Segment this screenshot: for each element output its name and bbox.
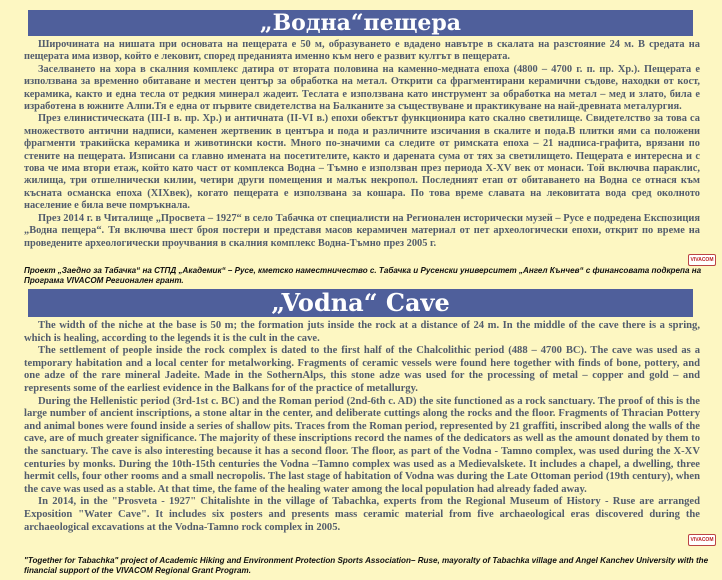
- vivacom-logo: VIVACOM: [688, 534, 716, 546]
- english-paragraph: The settlement of people inside the rock complex is dated to the first half of the Chalcolithic period (488 – 4700 BC). The cave was used as a temporary habitation and a local center for metalworking. Fragments of ceramic vessels were found here together with finds of bone, pottery, and one adze of the rare mineral Jadeite. Made in the SothernAlps, this stone adze was used for the processing of metal – copper and gold – and represents some of the earliest evidence in the Balkans for of the practice of metallurgy.: [24, 345, 700, 394]
- bulgarian-paragraph: Широчината на нишата при основата на пещерата е 50 м, образуването е вдадено навътре в скалата на разстояние 24 м. В средата на пещерата има извор, който е лековит, според преданията именно към него е развит култът в пещерата.: [24, 39, 700, 63]
- english-body: [24, 320, 700, 534]
- english-title: „Vodna“ Cave: [271, 288, 450, 317]
- english-paragraph: The width of the niche at the base is 50 m; the formation juts inside the rock at a distance of 24 m. In the middle of the cave there is a spring, which is healing, according to the legends it is the cult in the cave.: [24, 320, 700, 344]
- bulgarian-title: „Водна“пещера: [259, 10, 462, 36]
- bulgarian-body: [24, 39, 700, 250]
- bulgarian-paragraph: През елинистическата (III-I в. пр. Хр.) и античната (II-VI в.) епохи обектът функционира като скално светилище. Свидетелство за това са множеството антични надписи, каменен жертвеник в центъра и пода и различните изсичания в скалите и пода.В плитки ями са положени фрагменти тракийска керамика и животински кости. Много по-значими са следите от римската епоха – 21 надписа-графита, врязани по стените на пещерата. Изписани са главно имената на посетителите, както и дарената сума от тях за светилището. Пещерата е интересна и с това че има втори етаж, който като част от комплекса Водна – Тъмно е използван през периода X-XV век от монаси. Той включва параклис, жилища, три отшелнически килии, четири други помещения и малък некропол. Последният етап от обитаването на Водна се отнася към късната османска епоха (XIXвек), когато пещерата е използвана за кошара. По това време славата на лековитата вода сред околното население е била вече помръкнала.: [24, 113, 700, 212]
- bulgarian-project-credit: Проект „Заедно за Табачка“ на СТПД „Академик“ – Русе, кметско наместничество с. Табачка и Русенски университет „Ангел Кънчев“ с финансовата подкрепа на Програма VIVACOM Регионален грант.: [24, 266, 702, 285]
- vivacom-logo: VIVACOM: [688, 254, 716, 266]
- english-project-credit: "Together for Tabachka" project of Academic Hiking and Environment Protection Sports Association– Ruse, mayoralty of Tabachka village and Angel Kanchev University with the financial support of the VIVACOM Regional Grant Program.: [24, 556, 709, 575]
- english-paragraph: During the Hellenistic period (3rd-1st c. BC) and the Roman period (2nd-6th c. AD) the site functioned as a rock sanctuary. The proof of this is the large number of ancient inscriptions, a stone altar in the center, and deliberate cuttings along the rocks and the floor. Fragments of Thracian Pottery and animal bones were found inside a series of shallow pits. Traces from the Roman period, represented by 21 graffiti, inscribed along the walls of the cave, are of much greater significance. The majority of these inscriptions record the names of the dedicators as well as the amount donated by them to the sanctuary. The cave is also interesting because it has a second floor. The floor, as part of the Vodna - Tamno complex, was used during the X-XV centuries by monks. During the 10th-15th centuries the Vodna –Tamno complex was used as a Medievalskete. It includes a chapel, a dwelling, three hermit cells, four other rooms and a small necropolis. The last stage of habitation of Vodna was during the Late Ottoman period (19th century), when the cave was used as a stable. At that time, the fame of the healing water among the local population had already faded away.: [24, 395, 700, 495]
- english-title-banner: [28, 289, 693, 317]
- bulgarian-paragraph: През 2014 г. в Читалище „Просвета – 1927“ в село Табачка от специалисти на Регионален исторически музей – Русе е подредена Експозиция „Водна пещера“. Тя включва шест броя постери и представя масов керамичен материал от пет археологически епохи, открит по време на проведените археологически проучвания в скалния комплекс Водна-Тъмно през 2005 г.: [24, 212, 700, 249]
- bulgarian-paragraph: Заселването на хора в скалния комплекс датира от втората половина на каменно-медната епоха (4800 – 4700 г. п. пр. Хр.). Пещерата е използвана за временно обитаване и местен център за обработка на метал. Открити са фрагментирани керамични съдове, находки от кост, керамика, както и една тесла от редкия минерал жадеит. Теслата е използвана като инструмент за обработка на метал – мед и злато, била е изработена в южните Алпи.Тя е една от първите свидетелства на Балканите за съществуване и практикуване на най-древната металургия.: [24, 63, 700, 113]
- bulgarian-title-banner: [28, 10, 693, 36]
- english-paragraph: In 2014, in the "Prosveta - 1927" Chitalishte in the village of Tabachka, experts from the Regional Museum of History - Ruse are arranged Exposition "Water Cave". It includes six posters and presents mass ceramic material from five archaeological eras discovered during the archaeological excavations at the Vodna-Tamno rock complex in 2005.: [24, 496, 700, 533]
